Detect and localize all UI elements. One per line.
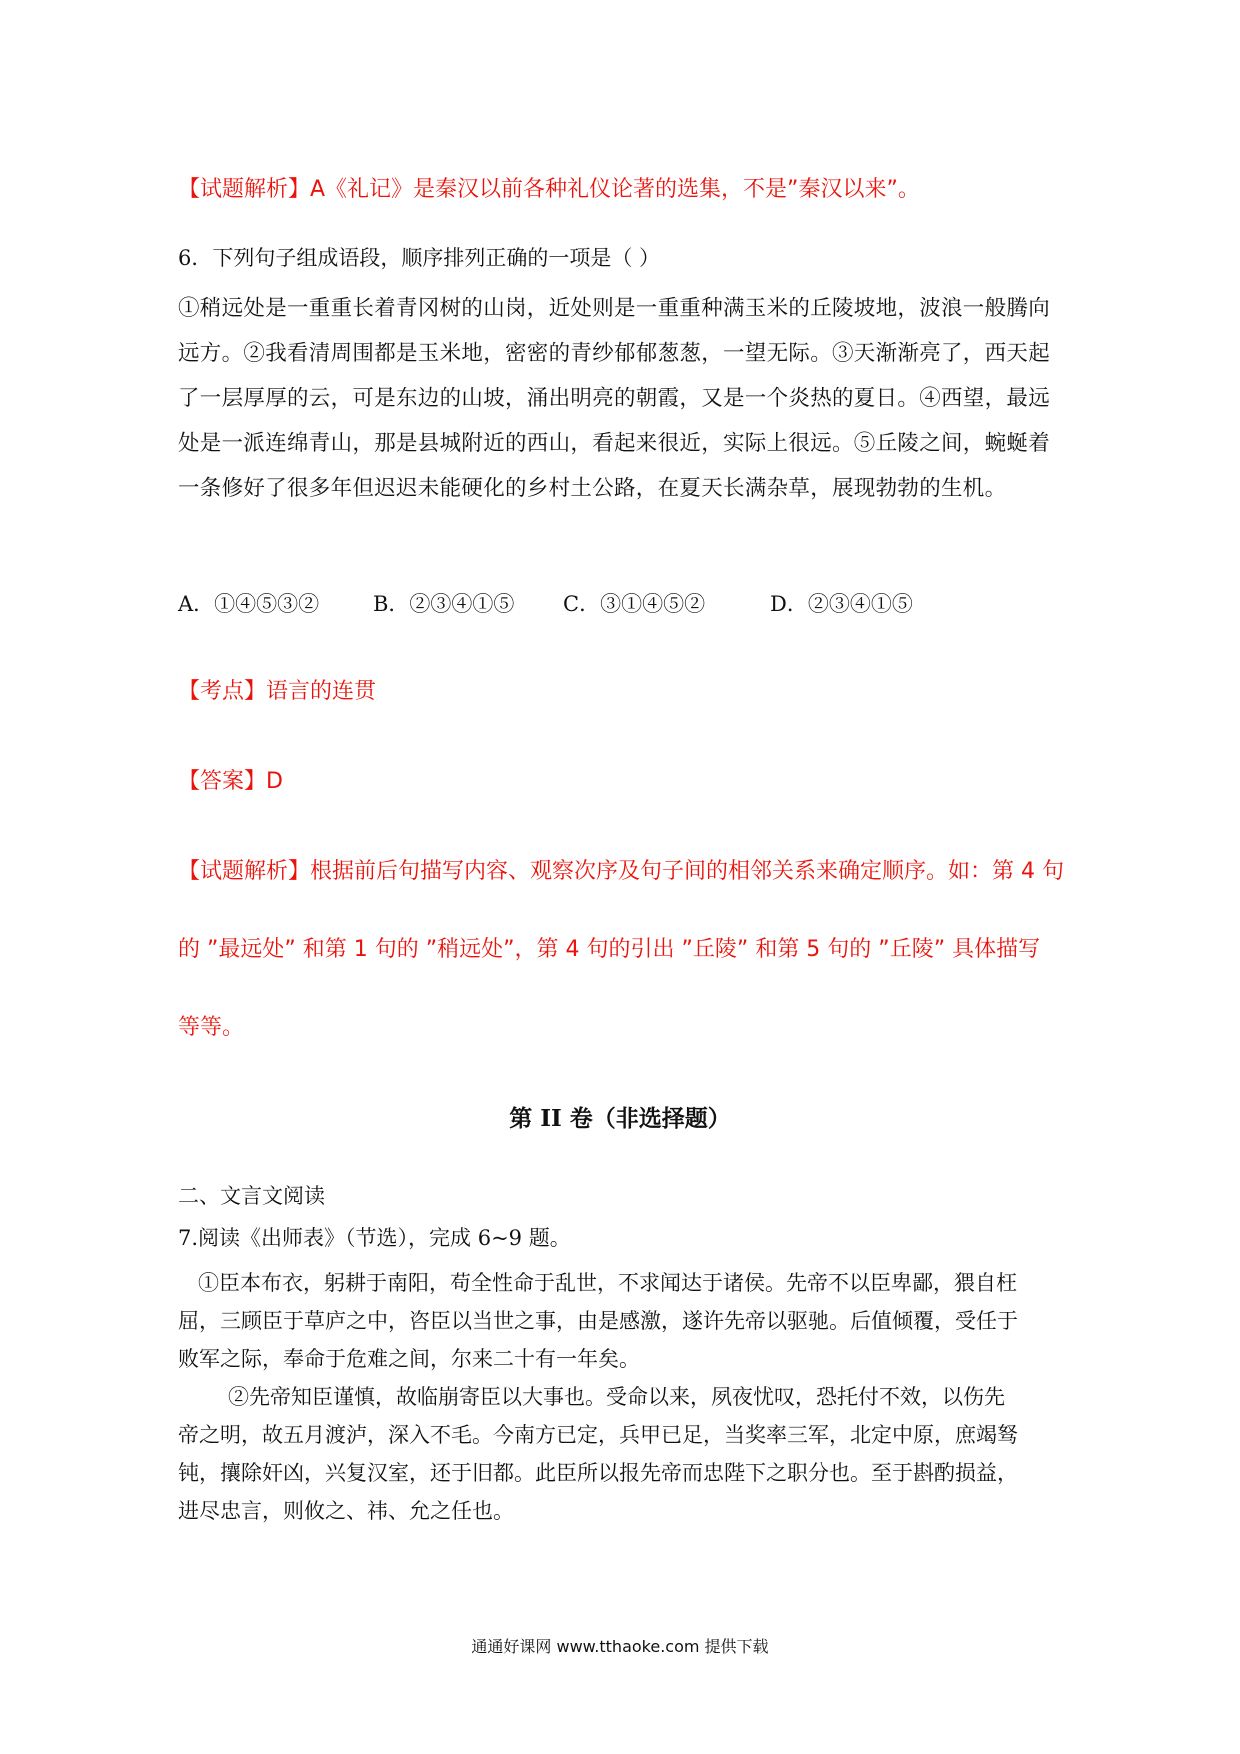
q7-stem: 7.阅读《出师表》（节选），完成 6~9 题。 [178,1226,571,1250]
q6-passage-line: 了一层厚厚的云，可是东边的山坡，涌出明亮的朝霞，又是一个炎热的夏日。④西望，最远 [178,386,1051,411]
q6-analysis-line: 等等。 [178,1015,245,1040]
option-b: B．②③④①⑤ [373,592,515,616]
section-title: 第 II 卷（非选择题） [509,1105,731,1132]
q6-stem: 6．下列句子组成语段，顺序排列正确的一项是（ ） [178,246,661,270]
para1-line: 屈，三顾臣于草庐之中，咨臣以当世之事，由是感激，遂许先帝以驱驰。后值倾覆，受任于 [178,1309,1018,1333]
para1-line: ①臣本布衣，躬耕于南阳，苟全性命于乱世，不求闻达于诸侯。先帝不以臣卑鄙，猥自枉 [198,1271,1017,1295]
q6-passage-line: 远方。②我看清周围都是玉米地，密密的青纱郁郁葱葱，一望无际。③天渐渐亮了，西天起 [178,341,1051,366]
option-a: A．①④⑤③② [178,592,320,616]
option-d: D．②③④①⑤ [770,592,913,616]
para2-line: 进尽忠言，则攸之、祎、允之任也。 [178,1499,514,1523]
q6-analysis-line: 的 ”最远处” 和第 1 句的 ”稍远处”，第 4 句的引出 ”丘陵” 和第 5 句的 ”丘陵” 具体描写 [178,937,1041,962]
q6-passage-line: 处是一派连绵青山，那是县城附近的西山，看起来很近，实际上很远。⑤丘陵之间，蜿蜒着 [178,431,1051,456]
para2-line: ②先帝知臣谨慎，故临崩寄臣以大事也。受命以来，夙夜忧叹，恐托付不效，以伤先 [228,1385,1005,1409]
q6-passage [178,286,1050,511]
para2-line: 帝之明，故五月渡泸，深入不毛。今南方已定，兵甲已足，当奖率三军，北定中原，庶竭驽 [178,1423,1018,1447]
q6-passage-line: ①稍远处是一重重长着青冈树的山岗，近处则是一重重种满玉米的丘陵坡地，波浪一般腾向 [178,296,1051,321]
q6-passage-line: 一条修好了很多年但迟迟未能硬化的乡村土公路，在夏天长满杂草，展现勃勃的生机。 [178,476,1007,501]
q5-analysis: 【试题解析】A《礼记》是秦汉以前各种礼仪论著的选集，不是”秦汉以来”。 [178,177,920,202]
para2-line: 钝，攘除奸凶，兴复汉室，还于旧都。此臣所以报先帝而忠陛下之职分也。至于斟酌损益， [178,1461,1018,1485]
para1-line: 败军之际，奉命于危难之间，尔来二十有一年矣。 [178,1347,640,1371]
kaodian: 【考点】语言的连贯 [178,679,377,704]
option-c: C．③①④⑤② [563,592,706,616]
q6-analysis-line: 【试题解析】根据前后句描写内容、观察次序及句子间的相邻关系来确定顺序。如：第 4 句 [178,859,1064,884]
answer: 【答案】D [178,769,283,794]
classical-para-1 [178,1264,1018,1378]
classical-para-2 [178,1378,1018,1530]
part-two-heading: 二、文言文阅读 [178,1184,325,1208]
page-footer: 通通好课网 www.tthaoke.com 提供下载 [471,1637,769,1656]
